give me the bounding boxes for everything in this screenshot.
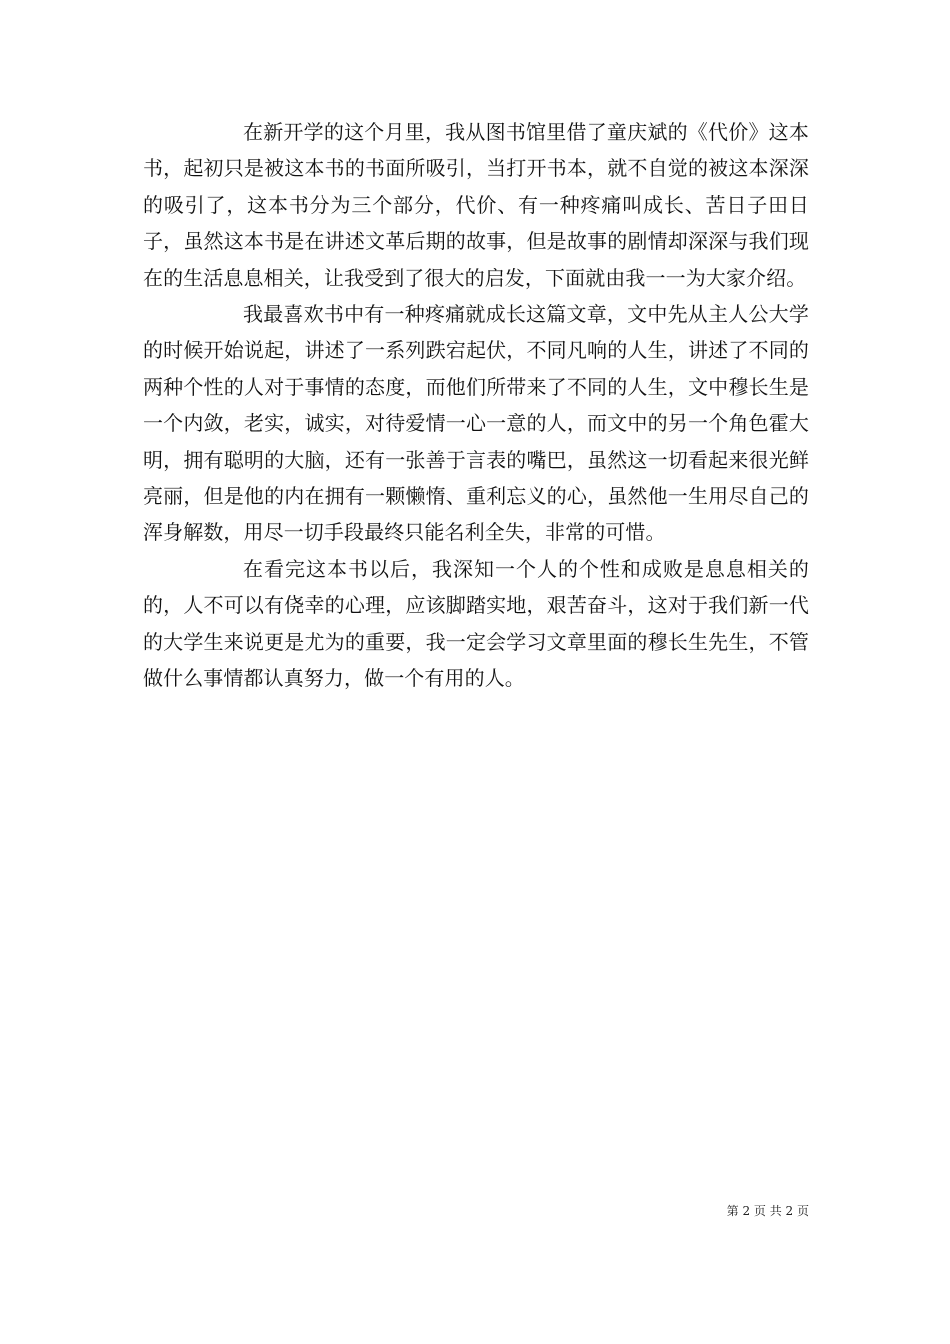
paragraph-3: 在看完这本书以后，我深知一个人的个性和成败是息息相关的的，人不可以有侥幸的心理，应该脚踏实地，艰苦奋斗，这对于我们新一代的大学生来说更是尤为的重要，我一定会学习文章里面的穆长生先生，不管做什么事情都认真努力，做一个有用的人。 [143,556,809,691]
page-number-footer: 第 2 页 共 2 页 [726,1204,809,1218]
paragraph-2: 我最喜欢书中有一种疼痛就成长这篇文章，文中先从主人公大学的时候开始说起，讲述了一系列跌宕起伏，不同凡响的人生，讲述了不同的两种个性的人对于事情的态度，而他们所带来了不同的人生，文中穆长生是一个内敛，老实，诚实，对待爱情一心一意的人，而文中的另一个角色霍大明，拥有聪明的大脑，还有一张善于言表的嘴巴，虽然这一切看起来很光鲜亮丽，但是他的内在拥有一颗懒惰、重利忘义的心，虽然他一生用尽自己的浑身解数，用尽一切手段最终只能名利全失，非常的可惜。 [143,302,809,545]
paragraph-1: 在新开学的这个月里，我从图书馆里借了童庆斌的《代价》这本书，起初只是被这本书的书面所吸引，当打开书本，就不自觉的被这本深深的吸引了，这本书分为三个部分，代价、有一种疼痛叫成长、苦日子田日子，虽然这本书是在讲述文革后期的故事，但是故事的剧情却深深与我们现在的生活息息相关，让我受到了很大的启发，下面就由我一一为大家介绍。 [143,120,809,290]
document-body [143,114,809,697]
